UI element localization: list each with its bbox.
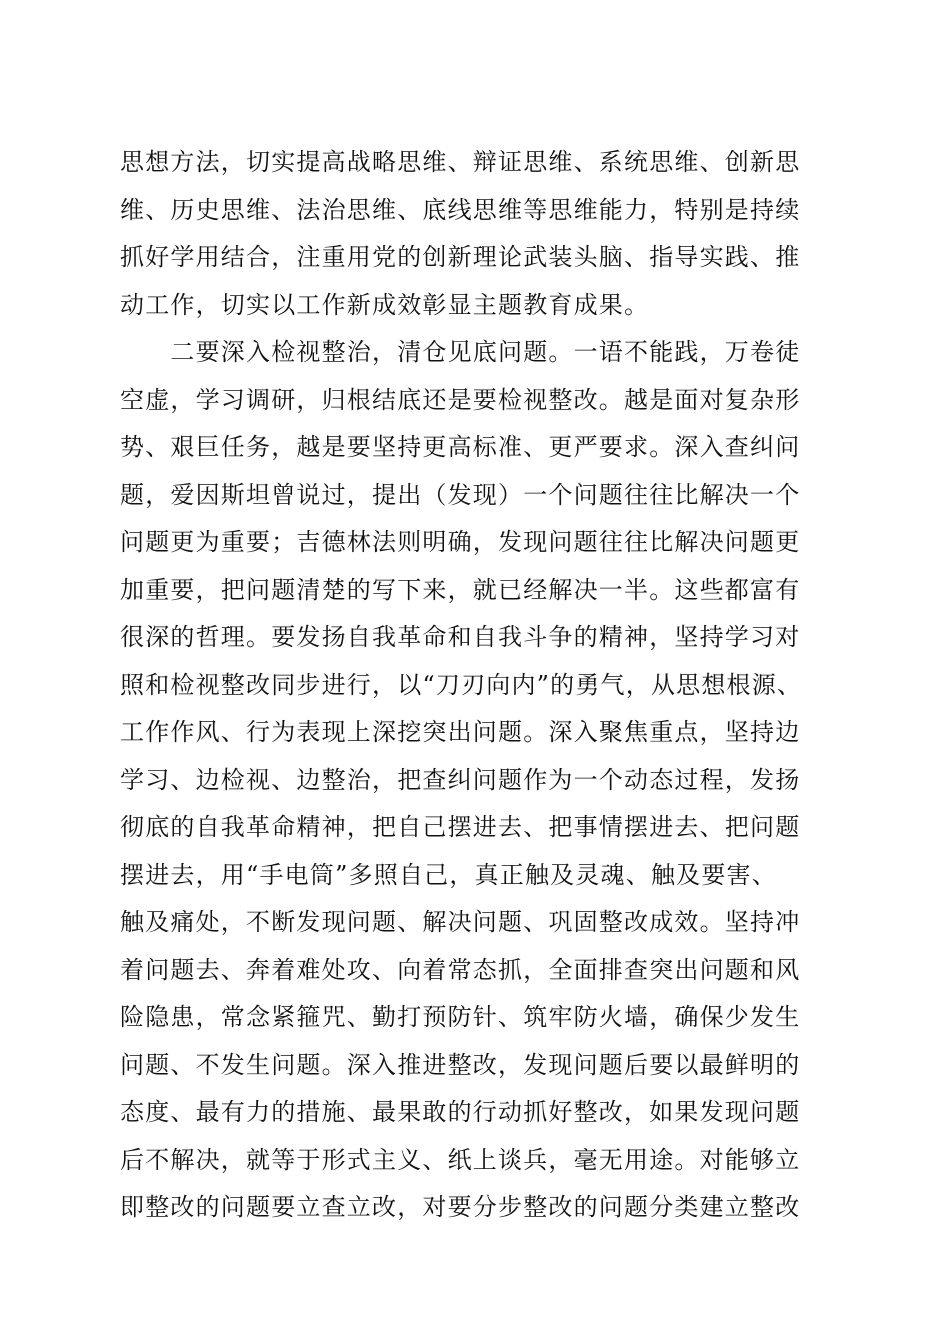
text-line: 照和检视整改同步进行，以“刀刃向内”的勇气，从思想根源、 xyxy=(120,670,803,699)
text-line: 思想方法，切实提高战略思维、辩证思维、系统思维、创新思 xyxy=(120,148,801,176)
text-line: 彻底的自我革命精神，把自己摆进去、把事情摆进去、把问题 xyxy=(120,813,801,841)
text-line: 即整改的问题要立查立改，对要分步整改的问题分类建立整改 xyxy=(120,1193,801,1221)
text-line: 动工作，切实以工作新成效彰显主题教育成果。 xyxy=(120,290,650,319)
text-line: 工作作风、行为表现上深挖突出问题。深入聚焦重点，坚持边 xyxy=(120,718,801,746)
text-line: 问题更为重要；吉德林法则明确，发现问题往往比解决问题更 xyxy=(120,528,801,556)
text-line: 势、艰巨任务，越是要坚持更高标准、更严要求。深入查纠问 xyxy=(120,433,801,461)
text-line: 空虚，学习调研，归根结底还是要检视整改。越是面对复杂形 xyxy=(120,385,801,414)
text-line: 摆进去，用“手电筒”多照自己，真正触及灵魂、触及要害、 xyxy=(120,860,777,889)
text-line: 学习、边检视、边整治，把查纠问题作为一个动态过程，发扬 xyxy=(120,765,801,794)
text-line: 问题、不发生问题。深入推进整改，发现问题后要以最鲜明的 xyxy=(120,1050,801,1079)
body-text xyxy=(120,139,830,1232)
text-line: 后不解决，就等于形式主义、纸上谈兵，毫无用途。对能够立 xyxy=(120,1145,801,1174)
text-line: 题，爱因斯坦曾说过，提出（发现）一个问题往往比解决一个 xyxy=(120,480,801,509)
text-line: 着问题去、奔着难处攻、向着常态抓，全面排查突出问题和风 xyxy=(120,955,801,984)
text-line: 险隐患，常念紧箍咒、勤打预防针、筑牢防火墙，确保少发生 xyxy=(120,1003,801,1031)
text-line: 很深的哲理。要发扬自我革命和自我斗争的精神，坚持学习对 xyxy=(120,623,801,651)
text-line: 态度、最有力的措施、最果敢的行动抓好整改，如果发现问题 xyxy=(120,1098,801,1126)
text-line: 维、历史思维、法治思维、底线思维等思维能力，特别是持续 xyxy=(120,195,801,224)
text-line: 加重要，把问题清楚的写下来，就已经解决一半。这些都富有 xyxy=(120,575,801,604)
text-line: 触及痛处，不断发现问题、解决问题、巩固整改成效。坚持冲 xyxy=(120,908,801,936)
text-line: 抓好学用结合，注重用党的创新理论武装头脑、指导实践、推 xyxy=(120,243,801,271)
paragraph-start-line: 二要深入检视整治，清仓见底问题。一语不能践，万卷徒 xyxy=(120,338,801,366)
